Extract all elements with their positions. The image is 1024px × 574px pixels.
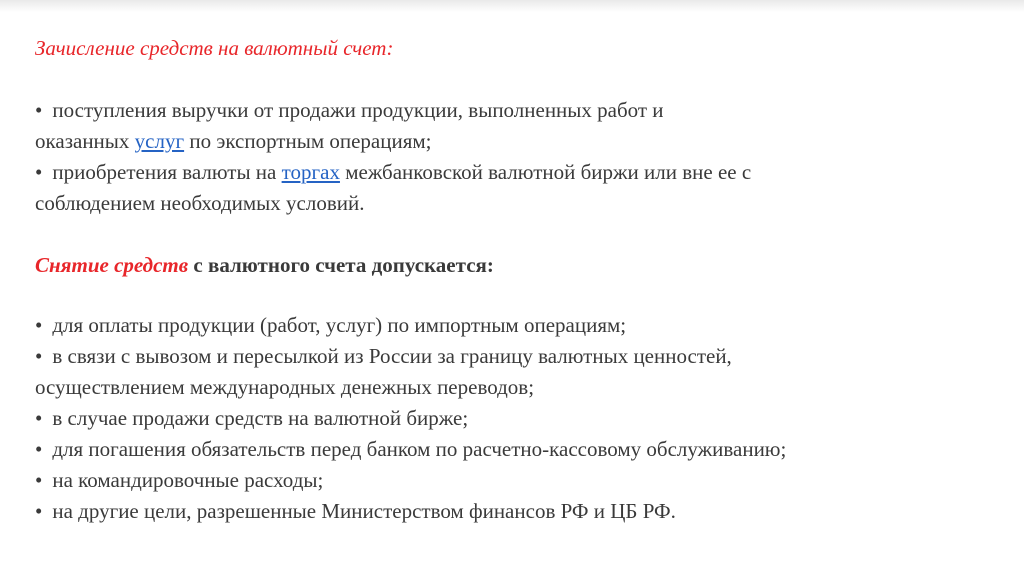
spacer [35, 64, 995, 95]
debit-item-4 [35, 434, 995, 465]
debit-item-text: на другие цели, разрешенные Министерством финансов РФ и ЦБ РФ. [52, 499, 676, 523]
slide-content [35, 33, 995, 527]
credit-item-2-line-2: соблюдением необходимых условий. [35, 191, 365, 215]
debit-item-6 [35, 496, 995, 527]
bullet: • [35, 406, 43, 430]
bullet: • [35, 160, 43, 184]
credit-item-1-text-post: по экспортным операциям; [184, 129, 432, 153]
debit-item-text: в случае продажи средств на валютной бирже; [52, 406, 469, 430]
credit-item-1-text-pre: оказанных [35, 129, 135, 153]
bullet: • [35, 344, 43, 368]
debit-item-text: для погашения обязательств перед банком по расчетно-кассовому обслуживанию; [52, 437, 787, 461]
credit-item-2-line-1 [35, 157, 995, 188]
bullet: • [35, 313, 43, 337]
credit-item-2-text-pre: приобретения валюты на [52, 160, 282, 184]
credit-item-1-line-2 [35, 126, 995, 157]
trading-link[interactable]: торгах [281, 160, 340, 184]
debit-item-3 [35, 403, 995, 434]
credit-item-1-text: поступления выручки от продажи продукции, выполненных работ и [52, 98, 664, 122]
debit-item-2 [35, 341, 995, 372]
credit-heading: Зачисление средств на валютный счет: [35, 36, 394, 60]
credit-item-1-line-1 [35, 95, 995, 126]
spacer [35, 219, 995, 250]
debit-item-text: для оплаты продукции (работ, услуг) по импортным операциям; [52, 313, 627, 337]
debit-heading-rest: с валютного счета допускается: [188, 253, 494, 277]
bullet: • [35, 468, 43, 492]
bullet: • [35, 499, 43, 523]
debit-heading-red: Снятие средств [35, 253, 189, 277]
spacer [35, 281, 995, 310]
debit-item-1 [35, 310, 995, 341]
top-shadow [0, 0, 1024, 12]
debit-item-text: на командировочные расходы; [52, 468, 324, 492]
debit-item-text: в связи с вывозом и пересылкой из России за границу валютных ценностей, [52, 344, 732, 368]
debit-item-2-cont: осуществлением международных денежных переводов; [35, 375, 535, 399]
bullet: • [35, 98, 43, 122]
debit-heading [35, 250, 995, 281]
debit-item-5 [35, 465, 995, 496]
credit-item-2-text-post: межбанковской валютной биржи или вне ее с [339, 160, 752, 184]
bullet: • [35, 437, 43, 461]
services-link[interactable]: услуг [134, 129, 185, 153]
